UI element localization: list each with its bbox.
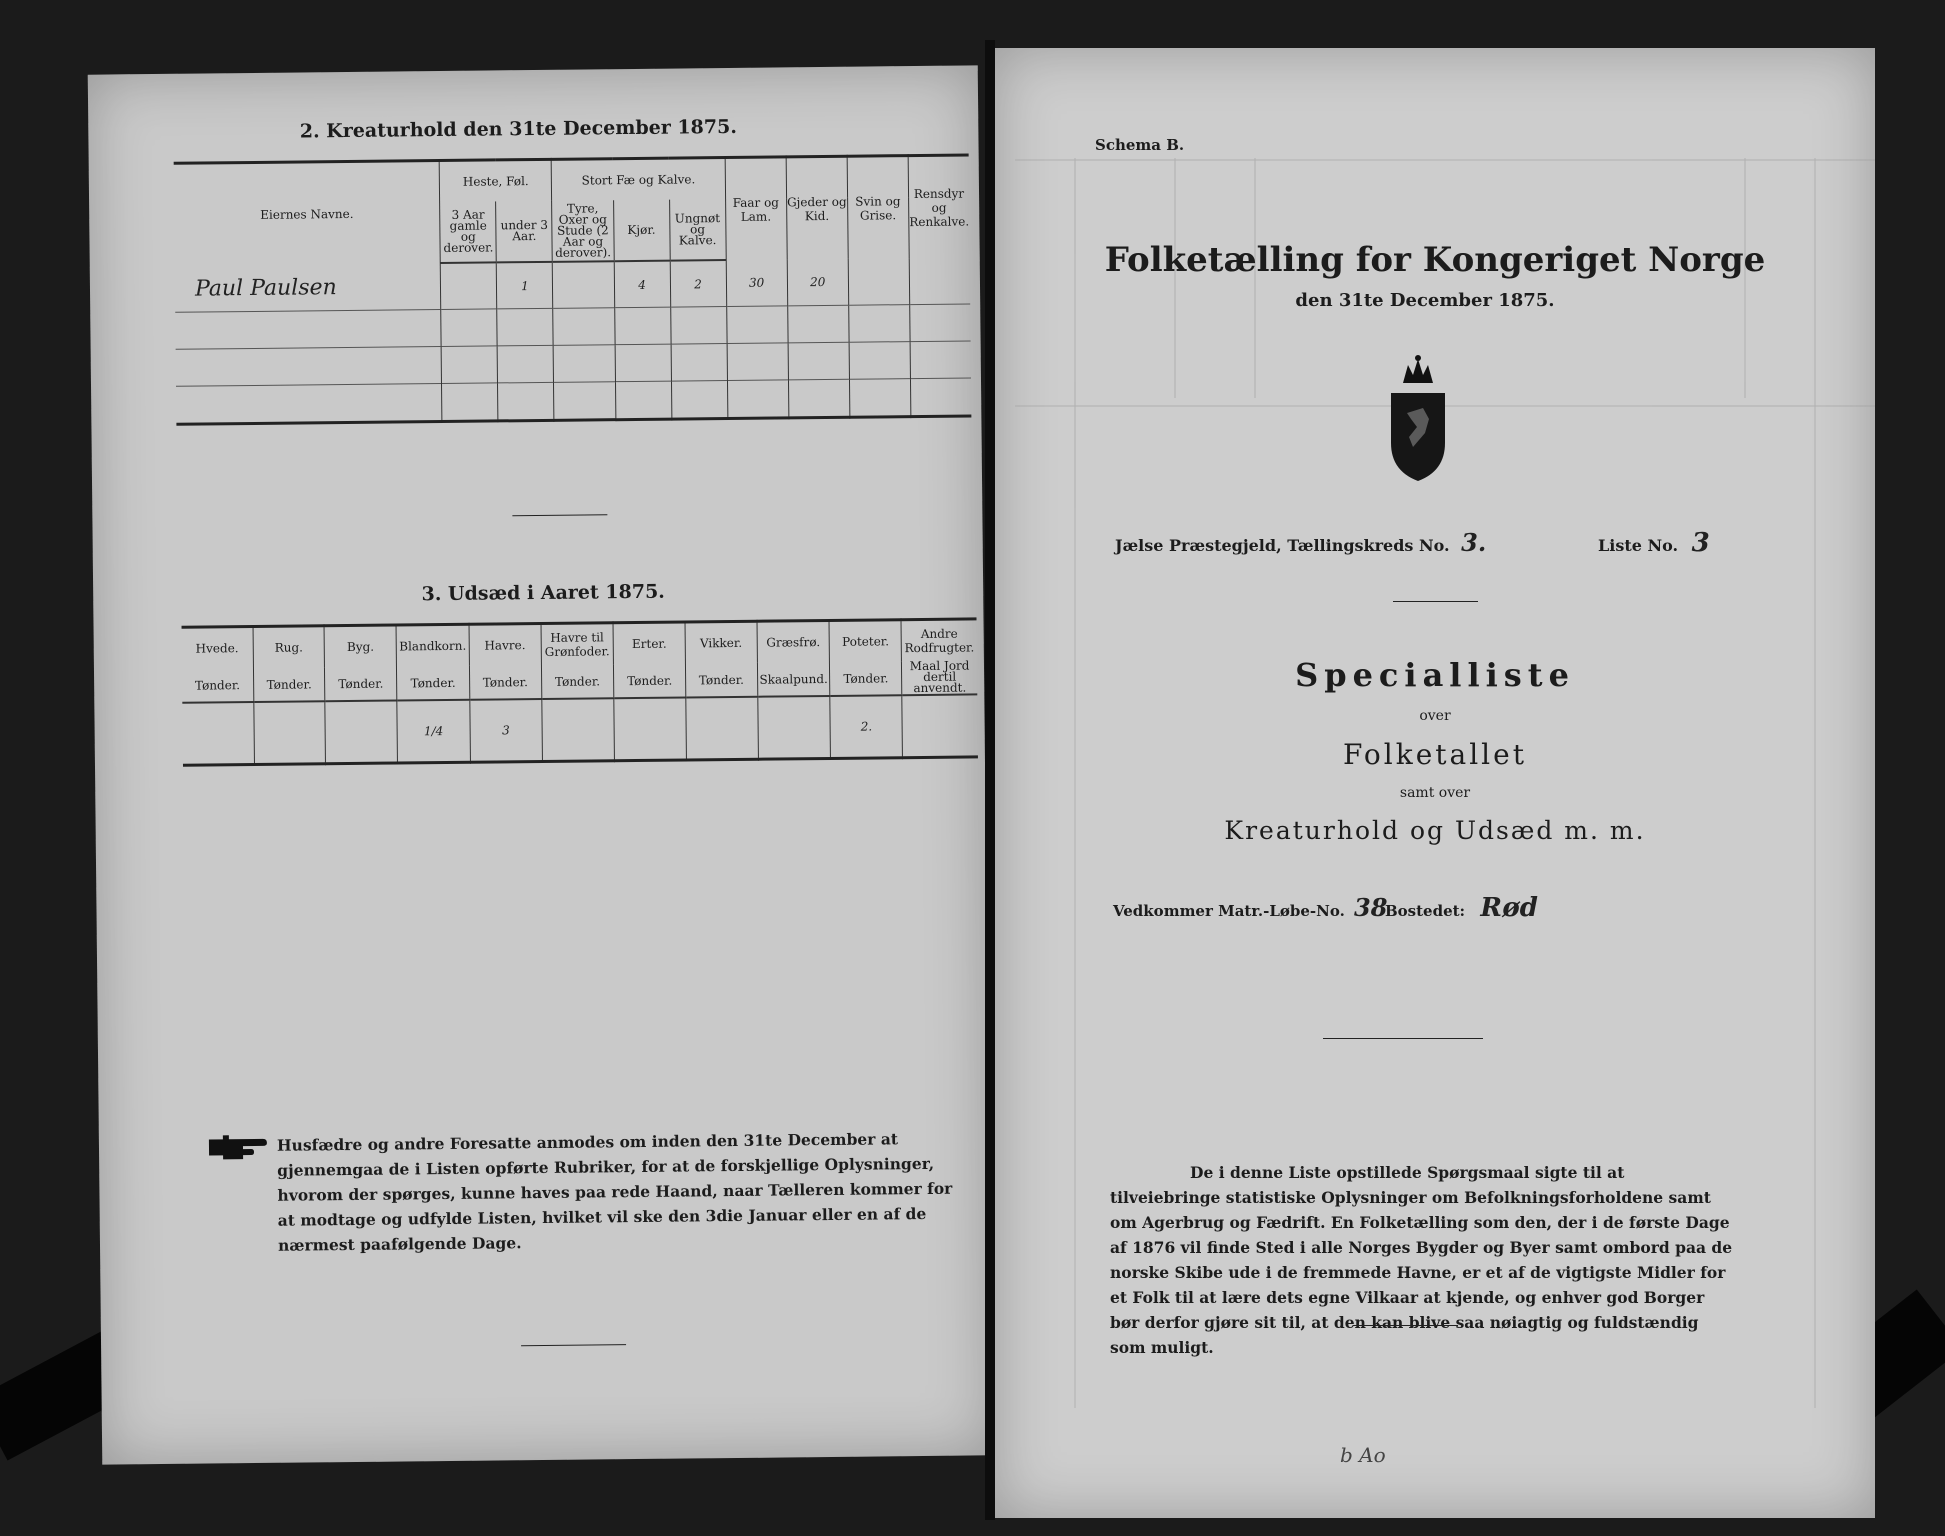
- seed-header-barley: Byg.: [324, 625, 396, 667]
- over-text: over: [1419, 708, 1451, 724]
- reindeer-cell: [909, 257, 970, 304]
- table-row: [176, 378, 971, 424]
- goats-cell: 20: [787, 259, 849, 306]
- schema-label: Schema B.: [1095, 136, 1185, 154]
- livestock-title: 2. Kreaturhold den 31te December 1875.: [299, 115, 738, 143]
- seed-header-green-oats: Havre til Grønfoder.: [541, 623, 614, 665]
- seed-header-wheat: Hvede.: [182, 627, 254, 669]
- cattle-group-header: Stort Fæ og Kalve.: [552, 158, 726, 201]
- bottom-divider: [521, 1344, 626, 1346]
- seed-header-potatoes: Poteter.: [829, 620, 901, 662]
- seed-header-mixed: Blandkorn.: [396, 624, 469, 666]
- table-row: [175, 257, 970, 312]
- bottom-pencil-mark: b Ao: [1340, 1443, 1386, 1467]
- instruction-notice: Husfædre og andre Foresatte anmodes om inden den 31te December at gjennemgaa de i Listen opførte Rubriker, for at de forskjellige Oplysninger, hvorom der spørges, kunne haves paa rede Haand, naar Tælleren kommer for at modtage og udfylde Listen, hvilket vil ske den 3die Januar eller en af de nærmest paafølgende Dage.: [276, 1129, 953, 1255]
- samt-over-text: samt over: [1399, 785, 1471, 801]
- liste-label: Liste No.: [1598, 536, 1679, 555]
- seed-unit: Tønder.: [182, 668, 254, 703]
- goats-header: Gjeder og Kid.: [786, 156, 848, 259]
- kreaturhold-heading: Kreaturhold og Udsæd m. m.: [1224, 816, 1646, 845]
- seed-value-wheat: [182, 702, 254, 765]
- horses-young-cell: 1: [497, 262, 554, 309]
- bosted-line: [1385, 893, 1538, 923]
- sheep-cell: 30: [726, 259, 788, 306]
- owner-cell: Paul Paulsen: [175, 263, 441, 312]
- seed-unit: Tønder.: [614, 663, 686, 698]
- bulls-header: Tyre, Oxer og Stude (2 Aar og derover).: [552, 200, 614, 262]
- sheep-header: Faar og Lam.: [725, 157, 787, 260]
- bosted-value: Rød: [1480, 893, 1538, 923]
- census-date: den 31te December 1875.: [1295, 290, 1555, 311]
- seed-unit: Tønder.: [469, 665, 541, 700]
- young-cattle-cell: 2: [670, 260, 727, 307]
- matr-number: 38: [1354, 893, 1388, 922]
- horses-group-header: Heste, Føl.: [439, 159, 552, 202]
- horses-young-header: under 3 Aar.: [496, 201, 553, 263]
- bulls-cell: [553, 261, 615, 308]
- parish-line: [1115, 528, 1486, 557]
- mid-divider: [1323, 1038, 1483, 1039]
- horses-old-cell: [441, 262, 498, 309]
- matr-line: [1113, 893, 1387, 922]
- pigs-header: Svin og Grise.: [847, 156, 909, 259]
- seed-header-peas: Erter.: [613, 622, 685, 664]
- seed-unit: Tønder.: [830, 661, 902, 696]
- cows-header: Kjør.: [613, 200, 670, 262]
- seed-table: [182, 617, 978, 766]
- cows-cell: 4: [614, 261, 671, 308]
- seed-value-mixed: 1/4: [397, 700, 470, 763]
- seed-value-vetch: [686, 697, 758, 760]
- seed-value-potatoes: 2.: [830, 695, 902, 758]
- footnote-paragraph: De i denne Liste opstillede Spørgsmaal sigte til at tilveiebringe statistiske Oplysninger om Befolkningsforholdene samt om Agerbrug og Fædrift. En Folketælling som den, der i de første Dage af 1876 vil finde Sted i alle Norges Bygder og Byer samt ombord paa de norske Skibe ude i de fremmede Havne, er et af de vigtigste Midler for et Folk til at lære dets egne Vilkaar at kjende, og enhver god Borger bør derfor gjøre sit til, at den kan blive saa nøiagtig og fuldstændig som muligt.: [1110, 1163, 1733, 1357]
- seed-value-peas: [614, 697, 686, 760]
- census-title: Folketælling for Kongeriget Norge: [1104, 240, 1766, 280]
- parish-label: Jælse Præstegjeld, Tællingskreds No.: [1115, 536, 1450, 555]
- seed-value-barley: [325, 700, 397, 763]
- livestock-table: [174, 153, 972, 425]
- coat-of-arms-icon: [1383, 353, 1453, 483]
- reindeer-header: Rensdyr og Renkalve.: [908, 155, 970, 258]
- seed-unit: Tønder.: [397, 666, 470, 701]
- bosted-label: Bostedet:: [1385, 902, 1466, 920]
- seed-title: 3. Udsæd i Aaret 1875.: [421, 580, 665, 606]
- seed-unit: Tønder.: [541, 664, 614, 699]
- seed-value-roots: [902, 694, 978, 757]
- seed-value-grass: [757, 696, 830, 759]
- left-page: [88, 65, 993, 1464]
- parish-number: 3.: [1461, 528, 1487, 557]
- seed-value-oats: 3: [470, 699, 542, 762]
- seed-header-grass: Græsfrø.: [757, 620, 830, 662]
- col-owner-header: Eiernes Navne.: [174, 161, 441, 266]
- right-page: [995, 48, 1875, 1518]
- seed-header-roots: Andre Rodfrugter.: [901, 619, 977, 661]
- liste-line: [1598, 528, 1710, 558]
- pointing-hand-icon: [207, 1133, 269, 1164]
- seed-header-rye: Rug.: [253, 626, 325, 668]
- seed-value-green-oats: [541, 698, 614, 761]
- specialliste-heading: Specialliste: [1295, 656, 1575, 694]
- title-divider: [1393, 601, 1478, 602]
- seed-header-vetch: Vikker.: [685, 621, 757, 663]
- seed-unit: Tønder.: [325, 666, 397, 701]
- seed-header-oats: Havre.: [469, 623, 541, 665]
- seed-unit: Skaalpund.: [757, 662, 830, 697]
- seed-value-rye: [254, 701, 326, 764]
- horses-old-header: 3 Aar gamle og derover.: [440, 201, 497, 263]
- seed-unit: Tønder.: [253, 667, 325, 702]
- book-spine: [985, 40, 995, 1520]
- young-cattle-header: Ungnøt og Kalve.: [669, 199, 726, 261]
- divider-line: [512, 514, 607, 516]
- table-row: [182, 694, 978, 765]
- seed-unit: Maal Jord dertil anvendt.: [902, 660, 978, 695]
- pigs-cell: [848, 258, 910, 305]
- matr-label: Vedkommer Matr.-Løbe-No.: [1113, 902, 1345, 920]
- footnote-divider: [1353, 1325, 1458, 1326]
- folketallet-heading: Folketallet: [1343, 738, 1527, 771]
- seed-unit: Tønder.: [685, 663, 757, 698]
- liste-number: 3: [1691, 528, 1710, 558]
